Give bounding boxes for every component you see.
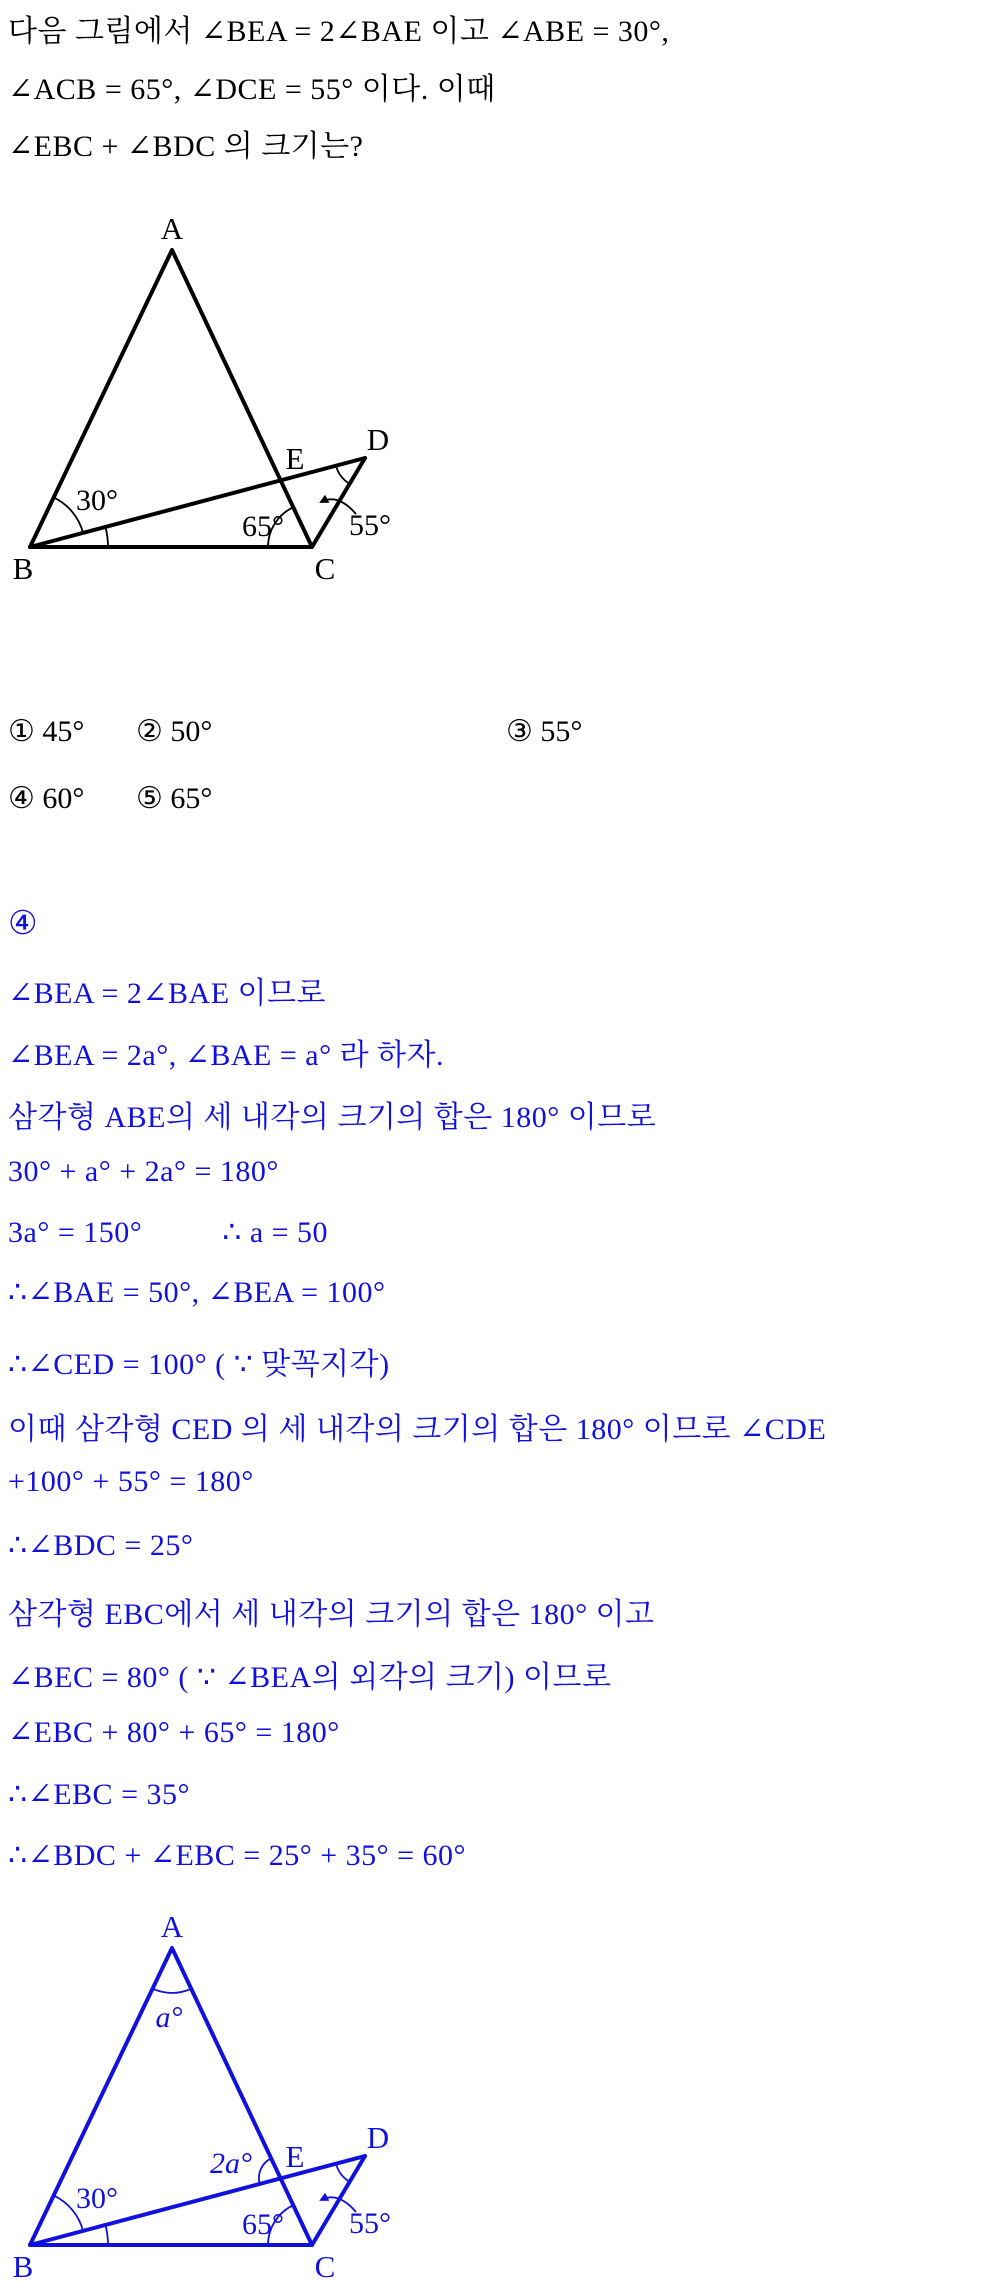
- solution-line-6: ∴∠BAE = 50°, ∠BEA = 100°: [8, 1276, 386, 1309]
- choice-1: ① 45°: [8, 715, 85, 748]
- vertex-label-b: B: [12, 2249, 34, 2282]
- problem-line-2: ∠ACB = 65°, ∠DCE = 55° 이다. 이때: [8, 73, 496, 106]
- choice-4: ④ 60°: [8, 782, 85, 815]
- solution-answer-mark: ④: [8, 906, 39, 942]
- angle-label-a-var: a°: [155, 2001, 183, 2034]
- angle-label-dce-55: 55°: [349, 509, 391, 542]
- problem-line-1: 다음 그림에서 ∠BEA = 2∠BAE 이고 ∠ABE = 30°,: [8, 15, 670, 48]
- solution-line-5: 3a° = 150° ∴ a = 50: [8, 1216, 329, 1249]
- solution-line-12: ∠BEC = 80° ( ∵ ∠BEA의 외각의 크기) 이므로: [8, 1661, 612, 1694]
- angle-arc-d: [336, 466, 350, 484]
- vertex-label-d: D: [366, 2120, 390, 2155]
- solution-line-3: 삼각형 ABE의 세 내각의 크기의 합은 180° 이므로: [8, 1101, 657, 1134]
- vertex-label-a: A: [160, 212, 184, 246]
- solution-line-13: ∠EBC + 80° + 65° = 180°: [8, 1716, 340, 1749]
- angle-label-abe-30: 30°: [76, 2182, 118, 2215]
- vertex-label-d: D: [366, 422, 390, 457]
- vertex-label-c: C: [314, 551, 336, 584]
- solution-line-1: ∠BEA = 2∠BAE 이므로: [8, 977, 326, 1010]
- angle-arc-ebc: [105, 527, 108, 547]
- solution-line-2: ∠BEA = 2a°, ∠BAE = a° 라 하자.: [8, 1039, 445, 1072]
- solution-line-8: 이때 삼각형 CED 의 세 내각의 크기의 합은 180° 이므로 ∠CDE: [8, 1413, 827, 1446]
- angle-arc-ebc: [105, 2225, 108, 2245]
- vertex-label-b: B: [12, 551, 34, 584]
- solution-line-10: ∴∠BDC = 25°: [8, 1529, 194, 1562]
- angle-arc-d: [336, 2164, 350, 2182]
- problem-line-3: ∠EBC + ∠BDC 의 크기는?: [8, 130, 364, 163]
- angle-label-acb-65: 65°: [242, 510, 284, 543]
- problem-figure: [0, 212, 410, 584]
- solution-figure: [0, 1910, 410, 2282]
- solution-line-14: ∴∠EBC = 35°: [8, 1778, 190, 1811]
- choice-2: ② 50°: [136, 715, 213, 748]
- solution-line-9: +100° + 55° = 180°: [8, 1465, 254, 1498]
- angle-arc-a: [153, 1989, 192, 1993]
- angle-label-dce-55: 55°: [349, 2207, 391, 2240]
- solution-line-15: ∴∠BDC + ∠EBC = 25° + 35° = 60°: [8, 1839, 467, 1872]
- angle-label-acb-65: 65°: [242, 2208, 284, 2241]
- solution-line-11: 삼각형 EBC에서 세 내각의 크기의 합은 180° 이고: [8, 1598, 655, 1631]
- vertex-label-e: E: [285, 2139, 305, 2174]
- choice-3: ③ 55°: [506, 715, 583, 748]
- vertex-label-a: A: [160, 1910, 184, 1944]
- angle-label-bea-2a: 2a°: [210, 2147, 252, 2180]
- solution-line-7: ∴∠CED = 100° ( ∵ 맞꼭지각): [8, 1348, 390, 1381]
- vertex-label-e: E: [285, 441, 305, 476]
- solution-line-4: 30° + a° + 2a° = 180°: [8, 1155, 279, 1188]
- angle-label-abe-30: 30°: [76, 484, 118, 517]
- vertex-label-c: C: [314, 2249, 336, 2282]
- choice-5: ⑤ 65°: [136, 782, 213, 815]
- triangle-abc-outline: [30, 250, 312, 547]
